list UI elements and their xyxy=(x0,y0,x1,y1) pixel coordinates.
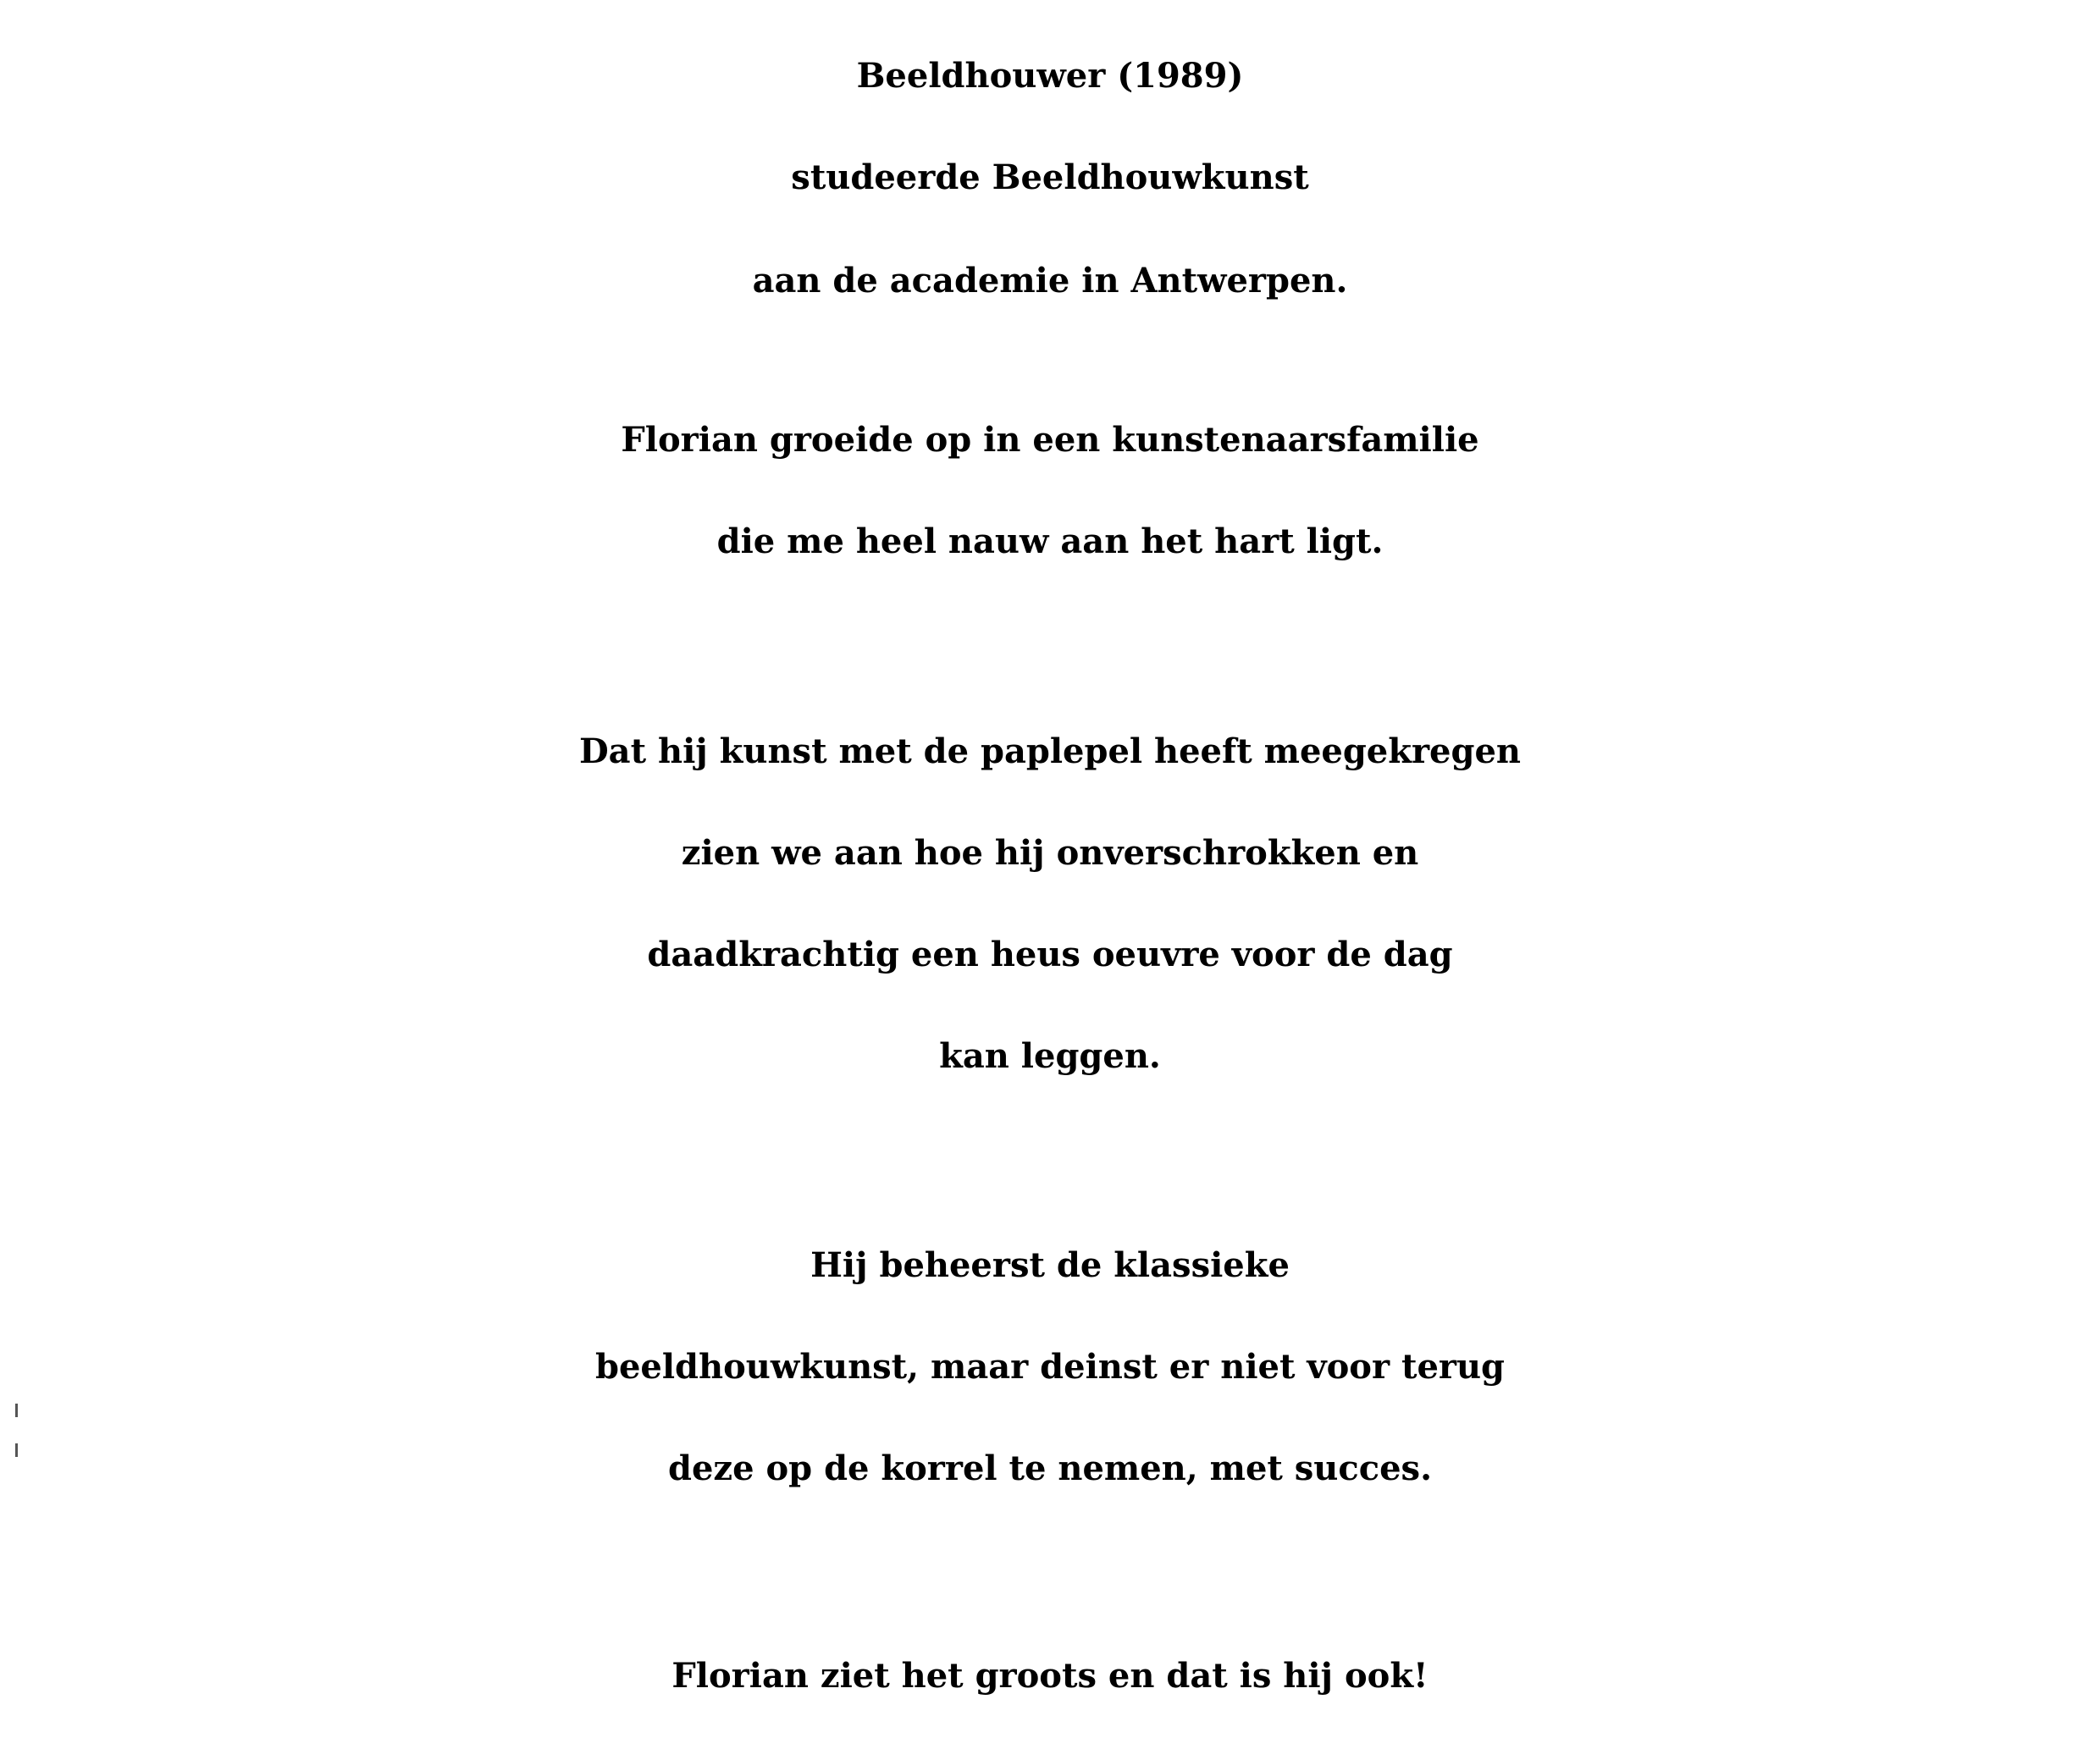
text-line: Dat hij kunst met de paplepel heeft meegekregen xyxy=(578,731,1521,771)
text-line: studeerde Beeldhouwkunst xyxy=(791,157,1309,197)
scan-margin-mark xyxy=(15,1443,18,1457)
text-line: beeldhouwkunst, maar deinst er niet voor terug xyxy=(594,1347,1506,1387)
text-line: deze op de korrel te nemen, met succes. xyxy=(667,1448,1432,1488)
text-line: Hij beheerst de klassieke xyxy=(810,1245,1290,1285)
text-line: Florian groeide op in een kunstenaarsfamilie xyxy=(621,420,1479,460)
text-line: zien we aan hoe hij onverschrokken en xyxy=(681,833,1419,873)
text-line: daadkrachtig een heus oeuvre voor de dag xyxy=(647,935,1453,974)
closing-line: Florian ziet het groots en dat is hij ook! xyxy=(671,1656,1429,1696)
heading-line: Beeldhouwer (1989) xyxy=(856,56,1244,96)
text-line: aan de academie in Antwerpen. xyxy=(752,261,1348,301)
text-line: kan leggen. xyxy=(939,1036,1161,1076)
text-line: die me heel nauw aan het hart ligt. xyxy=(716,521,1384,561)
scan-margin-mark xyxy=(15,1404,18,1417)
